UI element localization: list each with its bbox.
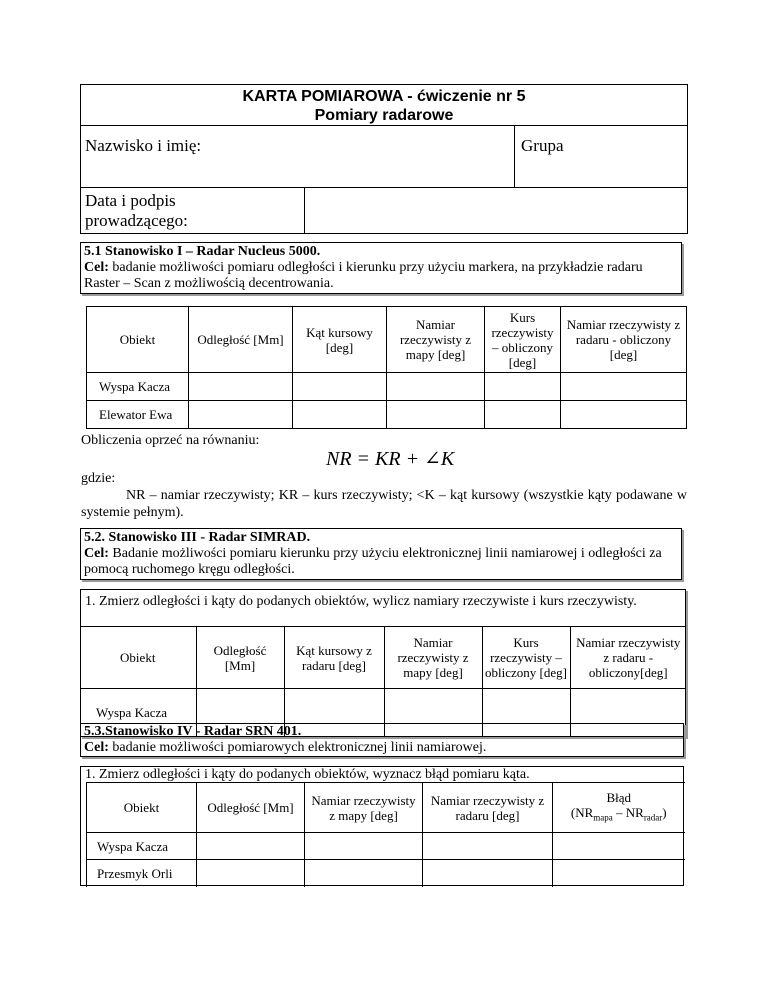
entry-cell[interactable] xyxy=(305,860,423,887)
entry-cell[interactable] xyxy=(561,401,687,429)
entry-cell[interactable] xyxy=(305,833,423,860)
date-signature-label: Data i podpis prowadzącego: xyxy=(85,191,188,230)
document-title xyxy=(81,87,687,125)
row-label: Elewator Ewa xyxy=(87,401,189,429)
section-5-1-goal: Cel: badanie możliwości pomiaru odległości i kierunku przy użyciu markera, na przykładzie radaru Raster – Scan z możliwością decentrowania. xyxy=(84,260,643,291)
section-5-3-box xyxy=(80,723,684,757)
where-label: gdzie: xyxy=(81,471,116,486)
col-namiar-mapa: Namiar rzeczywisty z mapy [deg] xyxy=(305,783,423,833)
entry-cell[interactable] xyxy=(485,373,561,401)
entry-cell[interactable] xyxy=(387,373,485,401)
entry-cell[interactable] xyxy=(293,373,387,401)
row-label: Przesmyk Orli xyxy=(87,860,197,887)
entry-cell[interactable] xyxy=(423,833,553,860)
entry-cell[interactable] xyxy=(561,373,687,401)
col-odleglosc: Odległość [Mm] xyxy=(196,627,284,689)
group-label: Grupa xyxy=(521,136,564,155)
table-header-row xyxy=(87,307,687,373)
section-5-2-goal: Cel: Badanie możliwości pomiaru kierunku przy użyciu elektronicznej linii namiarowej i odległości za pomocą ruchomego kręgu odległości. xyxy=(84,546,662,577)
row-label: Wyspa Kacza xyxy=(80,689,196,736)
table-row xyxy=(87,860,685,887)
entry-cell[interactable] xyxy=(189,373,293,401)
entry-cell[interactable] xyxy=(387,401,485,429)
table-row xyxy=(87,401,687,429)
col-namiar-radar: Namiar rzeczywisty z radaru - obliczony [deg] xyxy=(561,307,687,373)
col-obiekt: Obiekt xyxy=(80,627,196,689)
table-5-3 xyxy=(86,782,685,887)
entry-cell[interactable] xyxy=(553,833,685,860)
col-blad: Błąd $(NR_{mapa} - NR_{radar})$ xyxy=(553,783,685,833)
entry-cell[interactable] xyxy=(197,833,305,860)
table-header-row xyxy=(87,783,685,833)
table-5-1 xyxy=(86,306,687,429)
instruction-5-3: 1. Zmierz odległości i kąty do podanych obiektów, wyznacz błąd pomiaru kąta. xyxy=(85,767,530,782)
col-namiar-radar: Namiar rzeczywisty z radaru [deg] xyxy=(423,783,553,833)
entry-cell[interactable] xyxy=(485,401,561,429)
col-kurs-obliczony: Kurs rzeczywisty – obliczony [deg] xyxy=(485,307,561,373)
entry-cell[interactable] xyxy=(553,860,685,887)
title-line2: Pomiary radarowe xyxy=(314,107,454,124)
col-kurs-obliczony: Kurs rzeczywisty – obliczony [deg] xyxy=(482,627,570,689)
table-5-2 xyxy=(80,626,686,736)
col-namiar-radar: Namiar rzeczywisty z radaru - obliczony[deg] xyxy=(570,627,686,689)
col-obiekt: Obiekt xyxy=(87,783,197,833)
section-5-3-title: 5.3.Stanowisko IV - Radar SRN 401. xyxy=(84,724,302,739)
title-line1: KARTA POMIAROWA - ćwiczenie nr 5 xyxy=(242,88,526,105)
col-namiar-mapa: Namiar rzeczywisty z mapy [deg] xyxy=(384,627,482,689)
col-kat-kursowy: Kąt kursowy z radaru [deg] xyxy=(284,627,384,689)
name-label: Nazwisko i imię: xyxy=(85,136,202,155)
where-text: NR – namiar rzeczywisty; KR – kurs rzeczywisty; <K – kąt kursowy (wszystkie kąty podawane w systemie pełnym). xyxy=(81,488,687,520)
section-5-2-title: 5.2. Stanowisko III - Radar SIMRAD. xyxy=(84,530,311,545)
row-label: Wyspa Kacza xyxy=(87,833,197,860)
col-odleglosc: Odległość [Mm] xyxy=(189,307,293,373)
instruction-5-2: 1. Zmierz odległości i kąty do podanych obiektów, wylicz namiary rzeczywiste i kurs rzeczywisty. xyxy=(85,594,637,609)
col-obiekt: Obiekt xyxy=(87,307,189,373)
row-label: Wyspa Kacza xyxy=(87,373,189,401)
table-row xyxy=(87,373,687,401)
calc-intro: Obliczenia oprzeć na równaniu: xyxy=(81,433,260,448)
col-odleglosc: Odległość [Mm] xyxy=(197,783,305,833)
header-box xyxy=(80,84,688,234)
section-5-3-goal: Cel: badanie możliwości pomiarowych elektronicznej linii namiarowej. xyxy=(84,740,487,755)
error-formula: $(NR_{mapa} - NR_{radar})$ xyxy=(570,804,667,823)
entry-cell[interactable] xyxy=(423,860,553,887)
table-row xyxy=(87,833,685,860)
entry-cell[interactable] xyxy=(189,401,293,429)
section-5-2-box xyxy=(80,528,682,580)
equation: NR = KR + ∠K xyxy=(326,448,455,470)
section-5-1-title: 5.1 Stanowisko I – Radar Nucleus 5000. xyxy=(84,244,321,259)
entry-cell[interactable] xyxy=(197,860,305,887)
table-header-row xyxy=(80,627,686,689)
section-5-1-box xyxy=(80,242,682,294)
col-kat-kursowy: Kąt kursowy [deg] xyxy=(293,307,387,373)
entry-cell[interactable] xyxy=(293,401,387,429)
col-namiar-mapa: Namiar rzeczywisty z mapy [deg] xyxy=(387,307,485,373)
